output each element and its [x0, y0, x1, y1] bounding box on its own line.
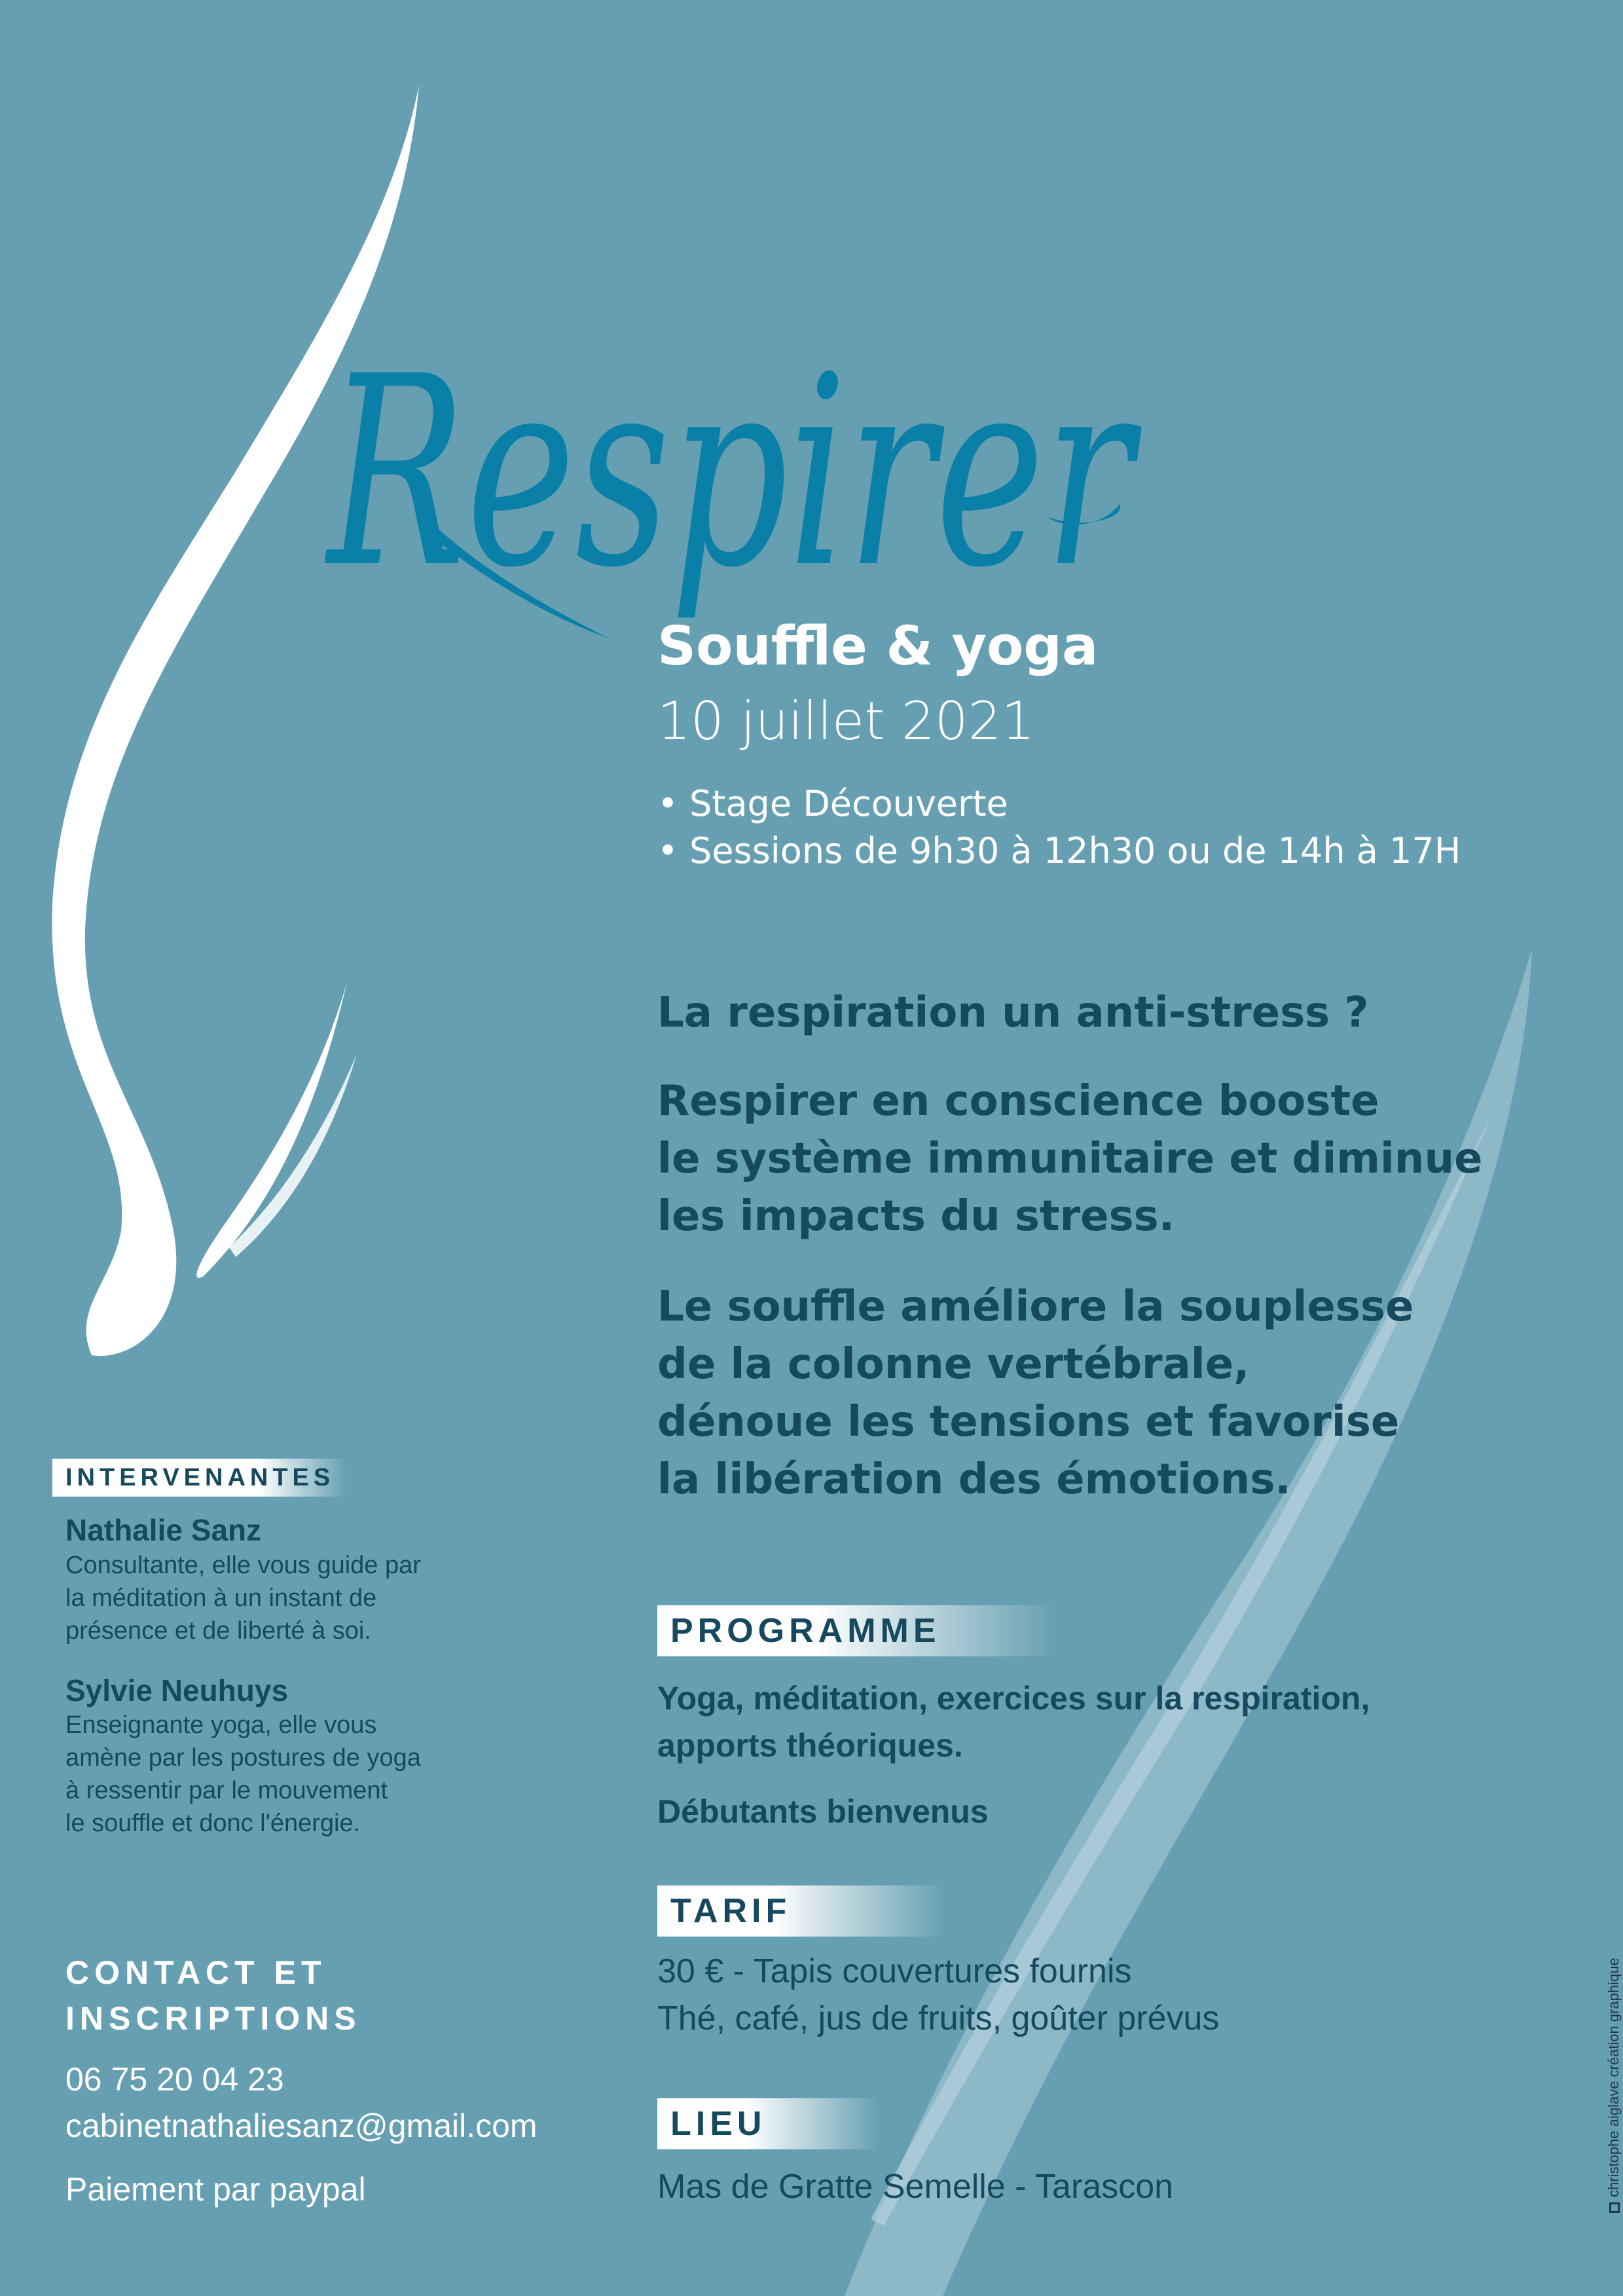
logo-square-icon	[1609, 2202, 1620, 2213]
paragraph-immune	[657, 1072, 1482, 1245]
paragraph-line: Le souffle améliore la souplesse	[657, 1283, 1414, 1331]
event-date: 10 juillet 2021	[657, 691, 1035, 752]
event-bullets	[657, 780, 1461, 875]
programme-line: apports théoriques.	[657, 1727, 963, 1764]
paragraph-line: la libération des émotions.	[657, 1455, 1291, 1504]
phone-number[interactable]: 06 75 20 04 23	[65, 2061, 284, 2098]
person-desc-line: à ressentir par le mouvement	[65, 1777, 388, 1804]
question-heading: La respiration un anti-stress ?	[657, 989, 1369, 1037]
intervenantes-label: INTERVENANTES	[52, 1459, 347, 1497]
person-desc-line: amène par les postures de yoga	[65, 1744, 421, 1772]
person-desc-line: Enseignante yoga, elle vous	[65, 1711, 377, 1739]
bullet-item: • Sessions de 9h30 à 12h30 ou de 14h à 17H	[657, 830, 1461, 871]
paragraph-line: Respirer en conscience booste	[657, 1077, 1379, 1125]
person-desc-line: la méditation à un instant de	[65, 1584, 377, 1612]
paragraph-spine	[657, 1278, 1413, 1508]
bullet-item: • Stage Découverte	[657, 783, 1008, 824]
brush-stroke-left-lower2	[229, 1054, 357, 1257]
subtitle: Souffle & yoga	[657, 615, 1099, 678]
contact-heading-line: INSCRIPTIONS	[65, 2000, 361, 2037]
lieu-label: LIEU	[657, 2098, 880, 2149]
person-desc-line: le souffle et donc l'énergie.	[65, 1810, 361, 1837]
person-description	[65, 1549, 421, 1647]
programme-label: PROGRAMME	[657, 1605, 1057, 1656]
programme-text	[657, 1675, 1370, 1769]
programme-line: Yoga, méditation, exercices sur la respiration,	[657, 1680, 1370, 1717]
contact-heading-line: CONTACT ET	[65, 1954, 327, 1991]
tarif-line: 30 € - Tapis couvertures fournis	[657, 1952, 1132, 1990]
paragraph-line: le système immunitaire et diminue	[657, 1135, 1483, 1183]
tarif-text	[657, 1948, 1219, 2042]
credit-text: christophe aiglave création graphique	[1605, 1958, 1622, 2197]
payment-info: Paiement par paypal	[65, 2171, 366, 2208]
person-name: Nathalie Sanz	[65, 1513, 262, 1547]
person-name: Sylvie Neuhuys	[65, 1673, 289, 1707]
person-description	[65, 1709, 421, 1840]
lieu-text: Mas de Gratte Semelle - Tarascon	[657, 2168, 1174, 2206]
paragraph-line: dénoue les tensions et favorise	[657, 1398, 1400, 1446]
script-title: Respirer	[324, 321, 1142, 625]
designer-credit	[1605, 1958, 1622, 2213]
tarif-line: Thé, café, jus de fruits, goûter prévus	[657, 1999, 1220, 2037]
tarif-label: TARIF	[657, 1886, 945, 1937]
paragraph-line: les impacts du stress.	[657, 1192, 1175, 1241]
person-desc-line: présence et de liberté à soi.	[65, 1617, 371, 1645]
brush-stroke-left	[52, 85, 419, 1356]
paragraph-line: de la colonne vertébrale,	[657, 1340, 1250, 1389]
programme-note: Débutants bienvenus	[657, 1793, 989, 1830]
person-desc-line: Consultante, elle vous guide par	[65, 1552, 421, 1579]
email-address[interactable]: cabinetnathaliesanz@gmail.com	[65, 2107, 538, 2144]
contact-heading	[65, 1950, 361, 2041]
